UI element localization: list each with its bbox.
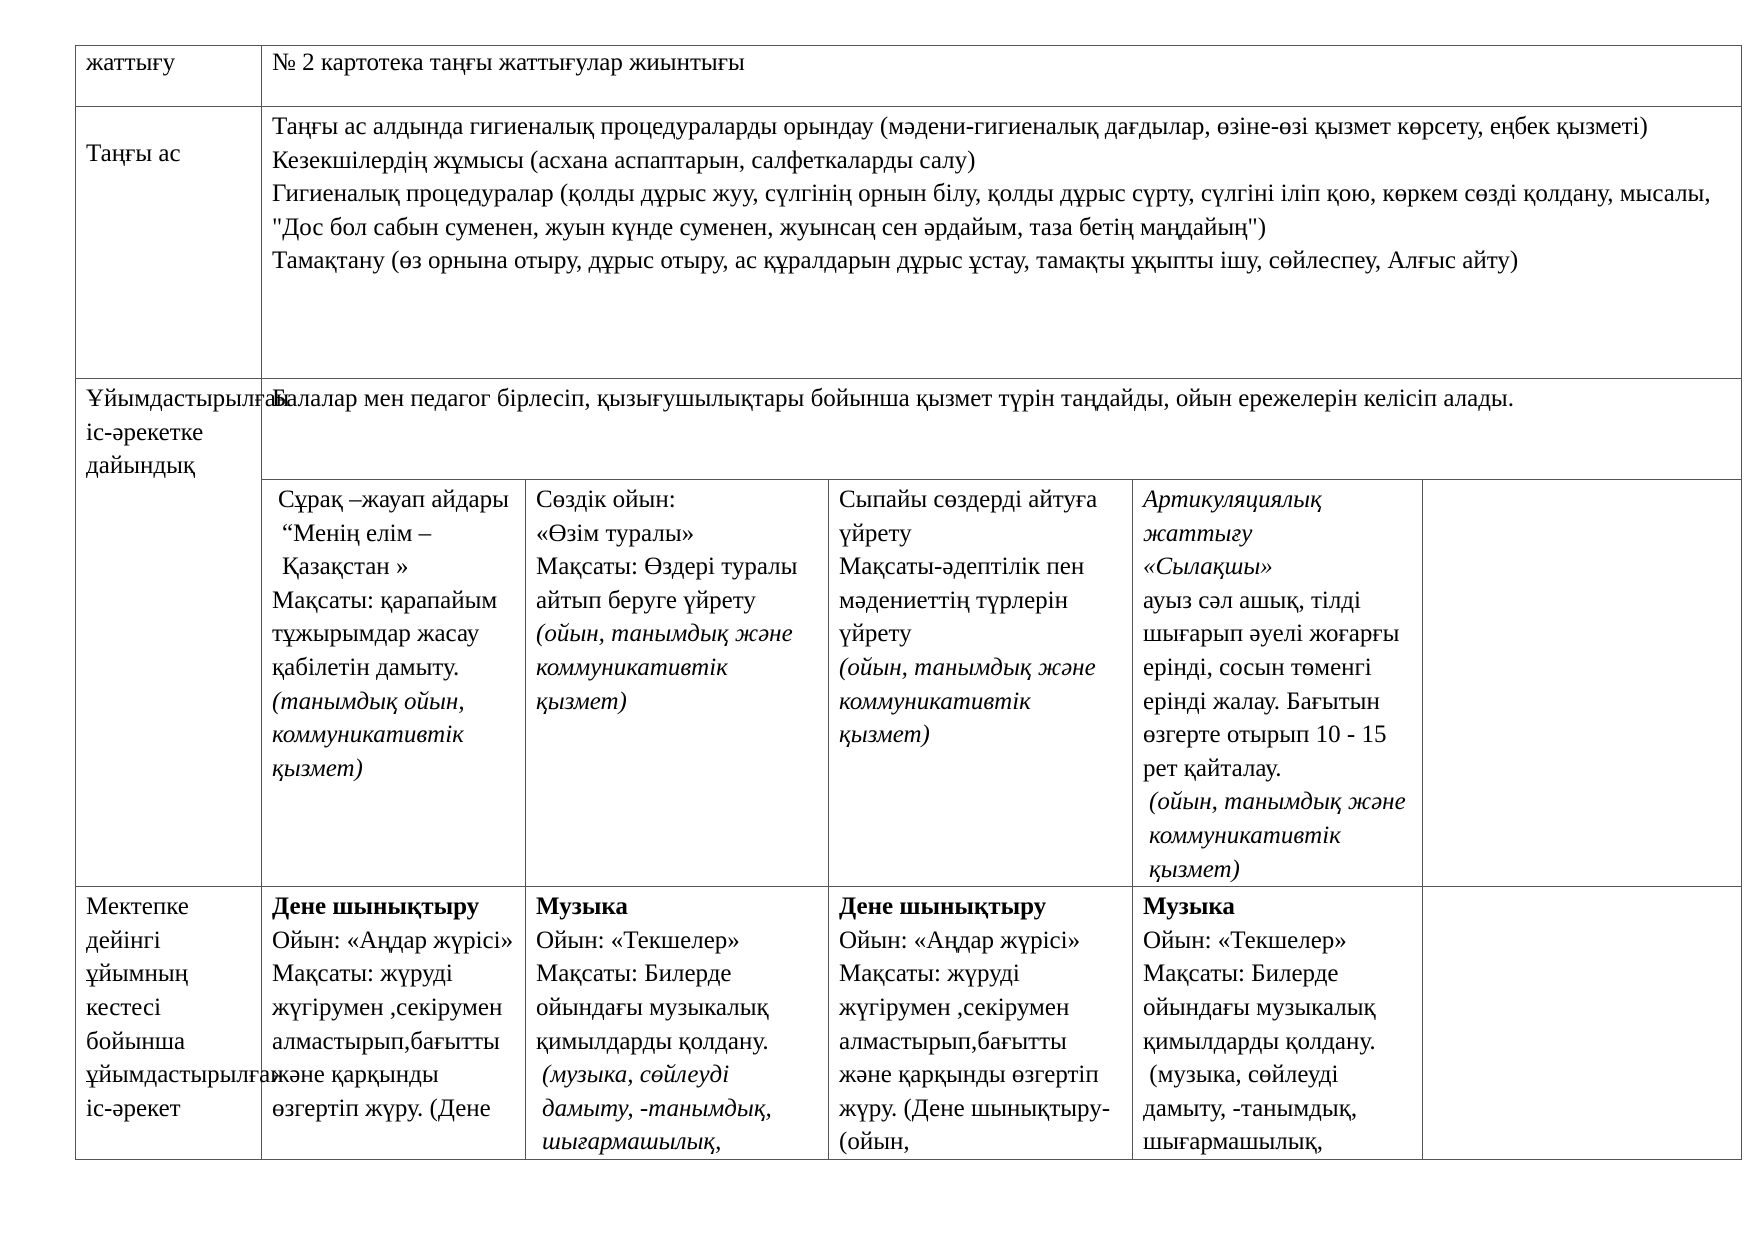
row-label-exercise: жаттығу	[76, 46, 262, 107]
cell-heading: Музыка	[536, 893, 628, 921]
cell-subtitle: «Сылақшы»	[1143, 553, 1273, 581]
cell-line: Мақсаты-әдептілік пен мәдениеттің түрлерін үйрету	[839, 553, 1085, 648]
cell-line: ауыз сәл ашық, тілді шығарып әуелі жоғарғы ерінді, сосын төменгі ерінді жалау. Бағытын өзгерте отырып 10 - 15 рет қайталау.	[1143, 586, 1400, 782]
cell-line: Ойын: «Текшелер»	[536, 926, 740, 954]
breakfast-content	[262, 107, 1742, 379]
cell-line: Мақсаты: жүруді жүгірумен ,секірумен алмастырып,бағытты және қарқынды өзгертіп жүру. (Дене	[272, 960, 503, 1122]
cell-note: (ойын, танымдық және коммуникативтік қызмет)	[1149, 788, 1406, 883]
preparation-cell-2	[526, 480, 829, 887]
cell-line: Мақсаты: жүруді жүгірумен ,секірумен алмастырып,бағытты және қарқынды өзгертіп жүру. (Дене шынықтыру- (ойын,	[839, 960, 1111, 1156]
breakfast-line: Тамақтану (өз орнына отыру, дұрыс отыру, ас құралдарын дұрыс ұстау, тамақты ұқыпты ішу, сөйлеспеу, Алғыс айту)	[272, 247, 1519, 275]
cell-line: Мақсаты: Өздері туралы айтып беруге үйрету	[536, 553, 798, 614]
schedule-label-line: Мектепке дейінгі ұйымның кестесі бойынша ұйымдастырылған	[86, 893, 284, 1089]
cell-line: Сұрақ –жауап айдары	[278, 486, 509, 513]
cell-line: Мақсаты: қарапайым тұжырымдар жасау қабілетін дамыту.	[272, 586, 498, 681]
cell-title: Артикуляциялық жаттығу	[1143, 486, 1322, 547]
cell-line: «Өзім туралы»	[536, 519, 695, 547]
cell-note: (музыка, сөйлеуді дамыту, -танымдық, шығармашылық,	[542, 1061, 772, 1156]
exercise-content: № 2 картотека таңғы жаттығулар жиынтығы	[262, 46, 1742, 107]
schedule-cell-4	[1133, 887, 1423, 1160]
cell-line: Мақсаты: Билерде ойындағы музыкалық қимылдарды қолдану.	[536, 960, 769, 1055]
cell-line: Сөздік ойын:	[536, 486, 676, 513]
cell-line: Ойын: «Аңдар жүрісі»	[272, 926, 514, 954]
cell-line: “Менің елім – Қазақстан »	[282, 519, 432, 581]
cell-line: Ойын: «Аңдар жүрісі»	[839, 926, 1081, 954]
breakfast-line: Таңғы ас алдында гигиеналық процедураларды орындау (мәдени-гигиеналық дағдылар, өзіне-өзі қызмет көрсету, еңбек қызметі)	[272, 113, 1648, 140]
preparation-cell-5-empty	[1423, 480, 1742, 887]
schedule-cell-3	[829, 887, 1133, 1160]
row-preparation-activities	[76, 480, 1742, 887]
cell-line: (музыка, сөйлеуді дамыту, -танымдық, шығармашылық,	[1143, 1061, 1364, 1156]
cell-note: (ойын, танымдық және коммуникативтік қызмет)	[839, 653, 1096, 749]
preparation-intro: Балалар мен педагог бірлесіп, қызығушылықтары бойынша қызмет түрін таңдайды, ойын ережелерін келісіп алады.	[262, 379, 1742, 480]
preparation-cell-4	[1133, 480, 1423, 887]
preparation-cell-3	[829, 480, 1133, 887]
schedule-cell-2	[526, 887, 829, 1160]
row-breakfast	[76, 107, 1742, 379]
daily-plan-table	[75, 45, 1742, 1160]
row-label-breakfast: Таңғы ас	[76, 107, 262, 379]
cell-line: Мақсаты: Билерде ойындағы музыкалық қимылдарды қолдану.	[1143, 960, 1376, 1055]
breakfast-line: Гигиеналық процедуралар (қолды дұрыс жуу, сүлгінің орнын білу, қолды дұрыс сүрту, сүлгіні іліп қою, көркем сөзді қолдану, мысалы, "Дос бол сабын суменен, жуын күнде суменен, жуынсаң сен әрдайым, таза бетің маңдайың")	[272, 180, 1711, 241]
preparation-cell-1	[262, 480, 526, 887]
cell-note: (танымдық ойын, коммуникативтік қызмет)	[272, 687, 465, 782]
cell-line: Сыпайы сөздерді айтуға үйрету	[839, 486, 1098, 547]
cell-heading: Дене шынықтыру	[272, 893, 480, 921]
row-label-schedule	[76, 887, 284, 1160]
row-exercise	[76, 46, 1742, 107]
row-schedule	[76, 887, 1742, 1160]
cell-heading: Музыка	[1143, 893, 1235, 921]
cell-line: Ойын: «Текшелер»	[1143, 926, 1347, 954]
breakfast-line: Кезекшілердің жұмысы (асхана аспаптарын, салфеткаларды салу)	[272, 146, 976, 174]
schedule-cell-5-empty	[1423, 887, 1742, 1160]
cell-heading: Дене шынықтыру	[839, 893, 1047, 921]
row-label-preparation: Ұйымдастырылған іс-әрекетке дайындық	[76, 379, 262, 887]
schedule-label-line: іс-әрекет	[86, 1094, 181, 1122]
row-preparation-intro	[76, 379, 1742, 480]
cell-note: (ойын, танымдық және коммуникативтік қызмет)	[536, 620, 793, 715]
schedule-cell-1	[262, 887, 526, 1160]
